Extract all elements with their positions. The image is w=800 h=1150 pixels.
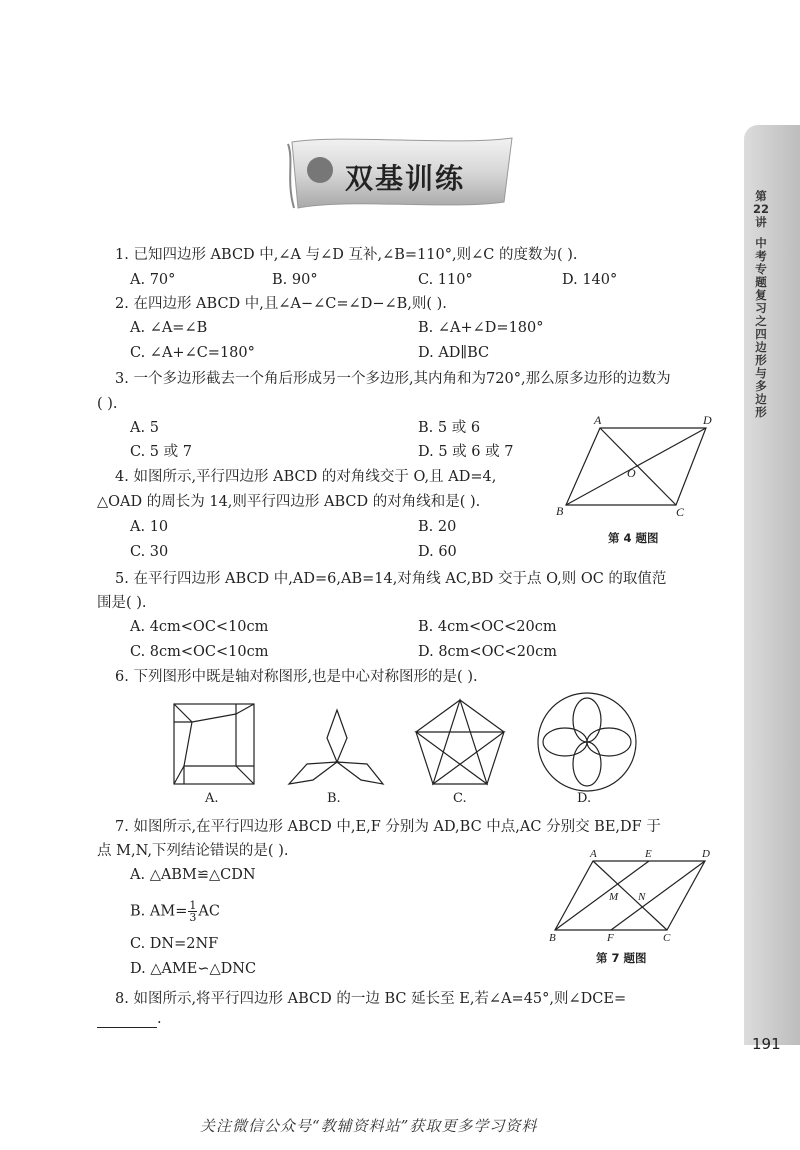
fraction-denominator: 3: [189, 911, 197, 924]
fig4-label-d: D: [703, 413, 712, 427]
q4-option-b: B. 20: [418, 519, 457, 535]
q8-stem: 8. 如图所示,将平行四边形 ABCD 的一边 BC 延长至 E,若∠A=45°,则∠DCE=: [115, 991, 627, 1007]
q8-answer-line: [97, 1010, 162, 1028]
figure-4-caption: 第 4 题图: [608, 531, 659, 545]
banner-dot-icon: [307, 157, 333, 183]
fig4-label-o: O: [627, 466, 636, 480]
q6-figure-a: [170, 700, 260, 790]
q4-option-c: C. 30: [130, 544, 169, 560]
q6-label-a: A.: [205, 791, 219, 806]
figure-4-parallelogram: [548, 412, 718, 522]
fig7-label-d: D: [702, 848, 710, 860]
q6-figure-c: [412, 696, 508, 788]
q6-label-b: B.: [327, 791, 341, 806]
q3-option-b: B. 5 或 6: [418, 420, 481, 436]
q3-option-d: D. 5 或 6 或 7: [418, 444, 514, 460]
fig4-label-b: B: [556, 504, 564, 518]
q5-option-c: C. 8cm<OC<10cm: [130, 644, 269, 660]
fig7-label-c: C: [663, 932, 671, 944]
q2-option-d: D. AD∥BC: [418, 345, 490, 361]
q6-label-d: D.: [577, 791, 592, 806]
q2-stem: 2. 在四边形 ABCD 中,且∠A−∠C=∠D−∠B,则( ).: [115, 296, 447, 312]
q7-option-b-suffix: AC: [198, 903, 220, 920]
q8-end: .: [157, 1011, 162, 1027]
fig7-label-b: B: [549, 932, 556, 944]
q2-option-a: A. ∠A=∠B: [130, 320, 208, 336]
fig4-label-c: C: [676, 505, 685, 519]
q4-option-d: D. 60: [418, 544, 457, 560]
q6-figure-d: [535, 690, 639, 794]
fig7-label-f: F: [607, 932, 614, 944]
banner-title: 双基训练: [345, 162, 466, 195]
fig7-label-m: M: [609, 891, 619, 903]
q2-option-b: B. ∠A+∠D=180°: [418, 320, 544, 336]
q7-stem-1: 7. 如图所示,在平行四边形 ABCD 中,E,F 分别为 AD,BC 中点,AC 分别交 BE,DF 于: [115, 819, 661, 835]
q1-option-d: D. 140°: [562, 272, 618, 288]
q1-option-b: B. 90°: [272, 272, 318, 288]
footer-promo-text: 关注微信公众号“教辅资料站”获取更多学习资料: [200, 1117, 538, 1135]
q5-stem-2: 围是( ).: [97, 595, 147, 611]
q1-option-a: A. 70°: [130, 272, 176, 288]
fig4-label-a: A: [594, 413, 602, 427]
q7-option-d: D. △AME∽△DNC: [130, 961, 257, 977]
figure-7-caption: 第 7 题图: [596, 951, 647, 965]
q2-option-c: C. ∠A+∠C=180°: [130, 345, 255, 361]
chapter-number: 第22讲: [752, 189, 769, 229]
fig7-label-a: A: [590, 848, 597, 860]
figure-7-parallelogram: [545, 845, 720, 945]
q3-stem-2: ( ).: [97, 396, 118, 412]
q7-option-b-prefix: B. AM=: [130, 903, 188, 920]
q7-option-c: C. DN=2NF: [130, 936, 219, 952]
q4-stem-1: 4. 如图所示,平行四边形 ABCD 的对角线交于 O,且 AD=4,: [115, 469, 497, 485]
fig7-label-n: N: [638, 891, 646, 903]
q6-figure-b: [285, 700, 385, 790]
fraction-numerator: 1: [189, 899, 197, 912]
q8-answer-blank: [97, 1013, 157, 1028]
q7-option-a: A. △ABM≌△CDN: [130, 867, 256, 883]
chapter-title: 中考专题复习之四边形与多边形: [755, 236, 767, 419]
q1-option-c: C. 110°: [418, 272, 473, 288]
q5-stem-1: 5. 在平行四边形 ABCD 中,AD=6,AB=14,对角线 AC,BD 交于点 O,则 OC 的取值范: [115, 571, 667, 587]
fraction-one-third: [188, 900, 197, 923]
page-number: 191: [752, 1035, 781, 1053]
q3-option-c: C. 5 或 7: [130, 444, 192, 460]
q4-stem-2: △OAD 的周长为 14,则平行四边形 ABCD 的对角线和是( ).: [97, 494, 481, 510]
q7-stem-2: 点 M,N,下列结论错误的是( ).: [97, 843, 289, 859]
q6-stem: 6. 下列图形中既是轴对称图形,也是中心对称图形的是( ).: [115, 669, 478, 685]
q5-option-a: A. 4cm<OC<10cm: [130, 619, 269, 635]
chapter-vertical-label: [752, 190, 770, 419]
q6-label-c: C.: [453, 791, 467, 806]
q5-option-d: D. 8cm<OC<20cm: [418, 644, 558, 660]
fig7-label-e: E: [645, 848, 652, 860]
q3-option-a: A. 5: [130, 420, 159, 436]
q4-option-a: A. 10: [130, 519, 169, 535]
q1-stem: 1. 已知四边形 ABCD 中,∠A 与∠D 互补,∠B=110°,则∠C 的度数为( ).: [115, 247, 578, 263]
q5-option-b: B. 4cm<OC<20cm: [418, 619, 557, 635]
q3-stem-1: 3. 一个多边形截去一个角后形成另一个多边形,其内角和为720°,那么原多边形的边数为: [115, 371, 671, 387]
q7-option-b: [130, 900, 220, 923]
